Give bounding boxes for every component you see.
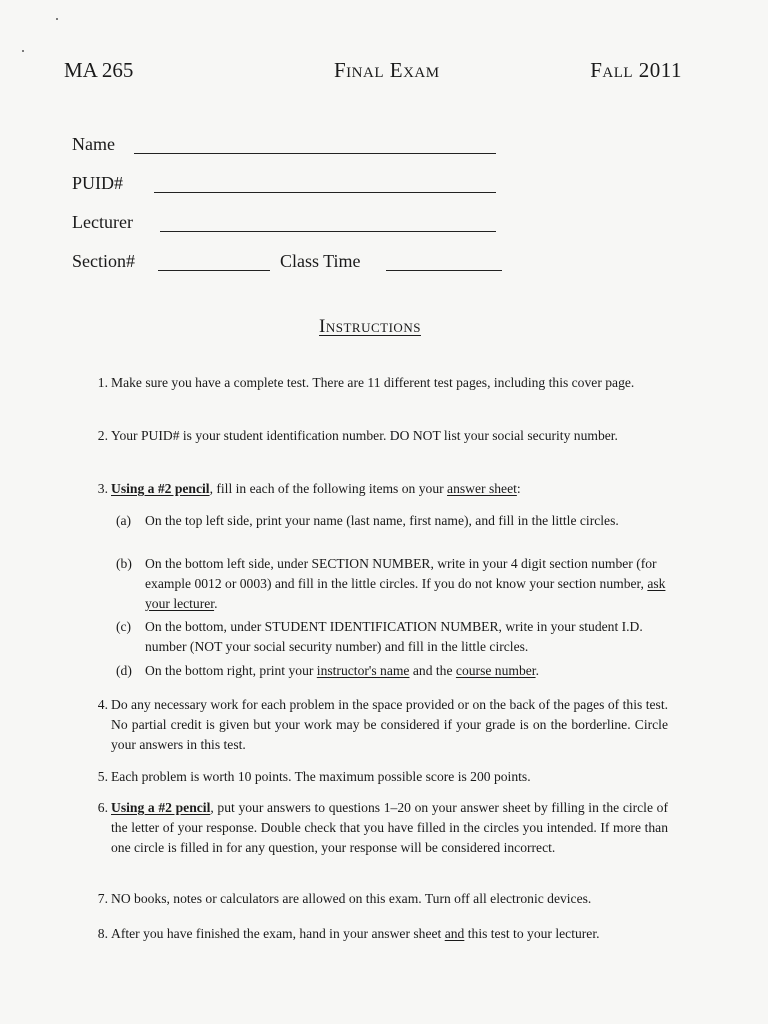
pencil-emphasis: Using a #2 pencil bbox=[111, 800, 211, 815]
sub-item-text bbox=[145, 661, 668, 681]
scan-speck bbox=[22, 50, 24, 52]
scan-speck bbox=[56, 18, 58, 20]
item-text-part: this test to your lecturer. bbox=[464, 926, 600, 941]
sub-item-text bbox=[145, 554, 668, 614]
item-number: 1. bbox=[97, 375, 108, 390]
sub-item-letter: (c) bbox=[116, 619, 132, 634]
sub-item-text-part: . bbox=[214, 596, 218, 611]
puid-label: PUID# bbox=[72, 173, 124, 193]
sub-item-text: On the bottom, under STUDENT IDENTIFICATION NUMBER, write in your student I.D. number (NOT your social security number) and fill in the little circles. bbox=[145, 619, 643, 654]
sub-item-letter: (a) bbox=[116, 513, 132, 528]
item-text: Each problem is worth 10 points. The maximum possible score is 200 points. bbox=[111, 769, 531, 784]
item-number: 4. bbox=[97, 697, 108, 712]
sub-item-letter: (d) bbox=[116, 663, 132, 678]
item-number: 7. bbox=[97, 891, 108, 906]
item-text-part: After you have finished the exam, hand in your answer sheet bbox=[111, 926, 445, 941]
instructor-name-emphasis: instructor's name bbox=[316, 663, 410, 678]
exam-header bbox=[64, 58, 682, 88]
sub-item-text-part: On the bottom left side, under SECTION NUMBER, write in your 4 digit section number (for example 0012 or 0003) and fill in the little circles. If you do not know your section number, bbox=[145, 556, 657, 591]
sub-item-text-part: On the bottom right, print your bbox=[145, 663, 317, 678]
section-label: Section# bbox=[72, 251, 135, 271]
item-number: 3. bbox=[97, 481, 108, 496]
exam-title: Final Exam bbox=[334, 58, 440, 82]
class-time-label: Class Time bbox=[280, 251, 361, 271]
item-text-part: , fill in each of the following items on your bbox=[209, 481, 448, 496]
puid-field[interactable] bbox=[72, 173, 502, 197]
answer-sheet-emphasis: answer sheet bbox=[447, 481, 517, 496]
item-text bbox=[111, 924, 668, 944]
item-text-part: , put your answers to questions 1–20 on your answer sheet by filling in the circle of the letter of your response. Double check that you have filled in the circles you intended. If more than one circle is filled in for any question, your response will be considered incorrect. bbox=[111, 800, 668, 855]
item-number: 6. bbox=[97, 800, 108, 815]
puid-line bbox=[154, 192, 496, 193]
section-line bbox=[158, 270, 270, 271]
item-text: Your PUID# is your student identification number. DO NOT list your social security number. bbox=[111, 428, 618, 443]
name-field[interactable] bbox=[72, 134, 502, 158]
item-text bbox=[111, 798, 668, 858]
item-number: 2. bbox=[97, 428, 108, 443]
item-text: NO books, notes or calculators are allowed on this exam. Turn off all electronic devices. bbox=[111, 891, 592, 906]
pencil-emphasis: Using a #2 pencil bbox=[111, 481, 210, 496]
instructions-title: Instructions bbox=[319, 316, 421, 337]
item-text-part: : bbox=[516, 481, 521, 496]
and-emphasis: and bbox=[444, 926, 465, 941]
name-line bbox=[134, 153, 496, 154]
lecturer-field[interactable] bbox=[72, 212, 502, 236]
sub-item-text-part: . bbox=[535, 663, 539, 678]
lecturer-line bbox=[160, 231, 496, 232]
sub-item-letter: (b) bbox=[116, 556, 132, 571]
sub-item-text: On the top left side, print your name (last name, first name), and fill in the little circles. bbox=[145, 513, 619, 528]
name-label: Name bbox=[72, 134, 115, 154]
exam-term: Fall 2011 bbox=[590, 58, 682, 82]
course-code: MA 265 bbox=[64, 58, 134, 82]
section-field[interactable] bbox=[72, 251, 272, 275]
item-text bbox=[111, 479, 668, 499]
class-time-line bbox=[386, 270, 502, 271]
class-time-field[interactable] bbox=[280, 251, 502, 275]
course-number-emphasis: course number bbox=[455, 663, 536, 678]
ask-lecturer-emphasis: ask your lecturer bbox=[145, 576, 666, 611]
lecturer-label: Lecturer bbox=[72, 212, 133, 232]
item-text: Make sure you have a complete test. There are 11 different test pages, including this cover page. bbox=[111, 375, 635, 390]
item-number: 8. bbox=[97, 926, 108, 941]
item-text: Do any necessary work for each problem in the space provided or on the back of the pages of this test. No partial credit is given but your work may be considered if your grade is on the borderline. Circle your answers in this test. bbox=[111, 697, 668, 752]
sub-item-text-part: and the bbox=[409, 663, 456, 678]
item-number: 5. bbox=[97, 769, 108, 784]
